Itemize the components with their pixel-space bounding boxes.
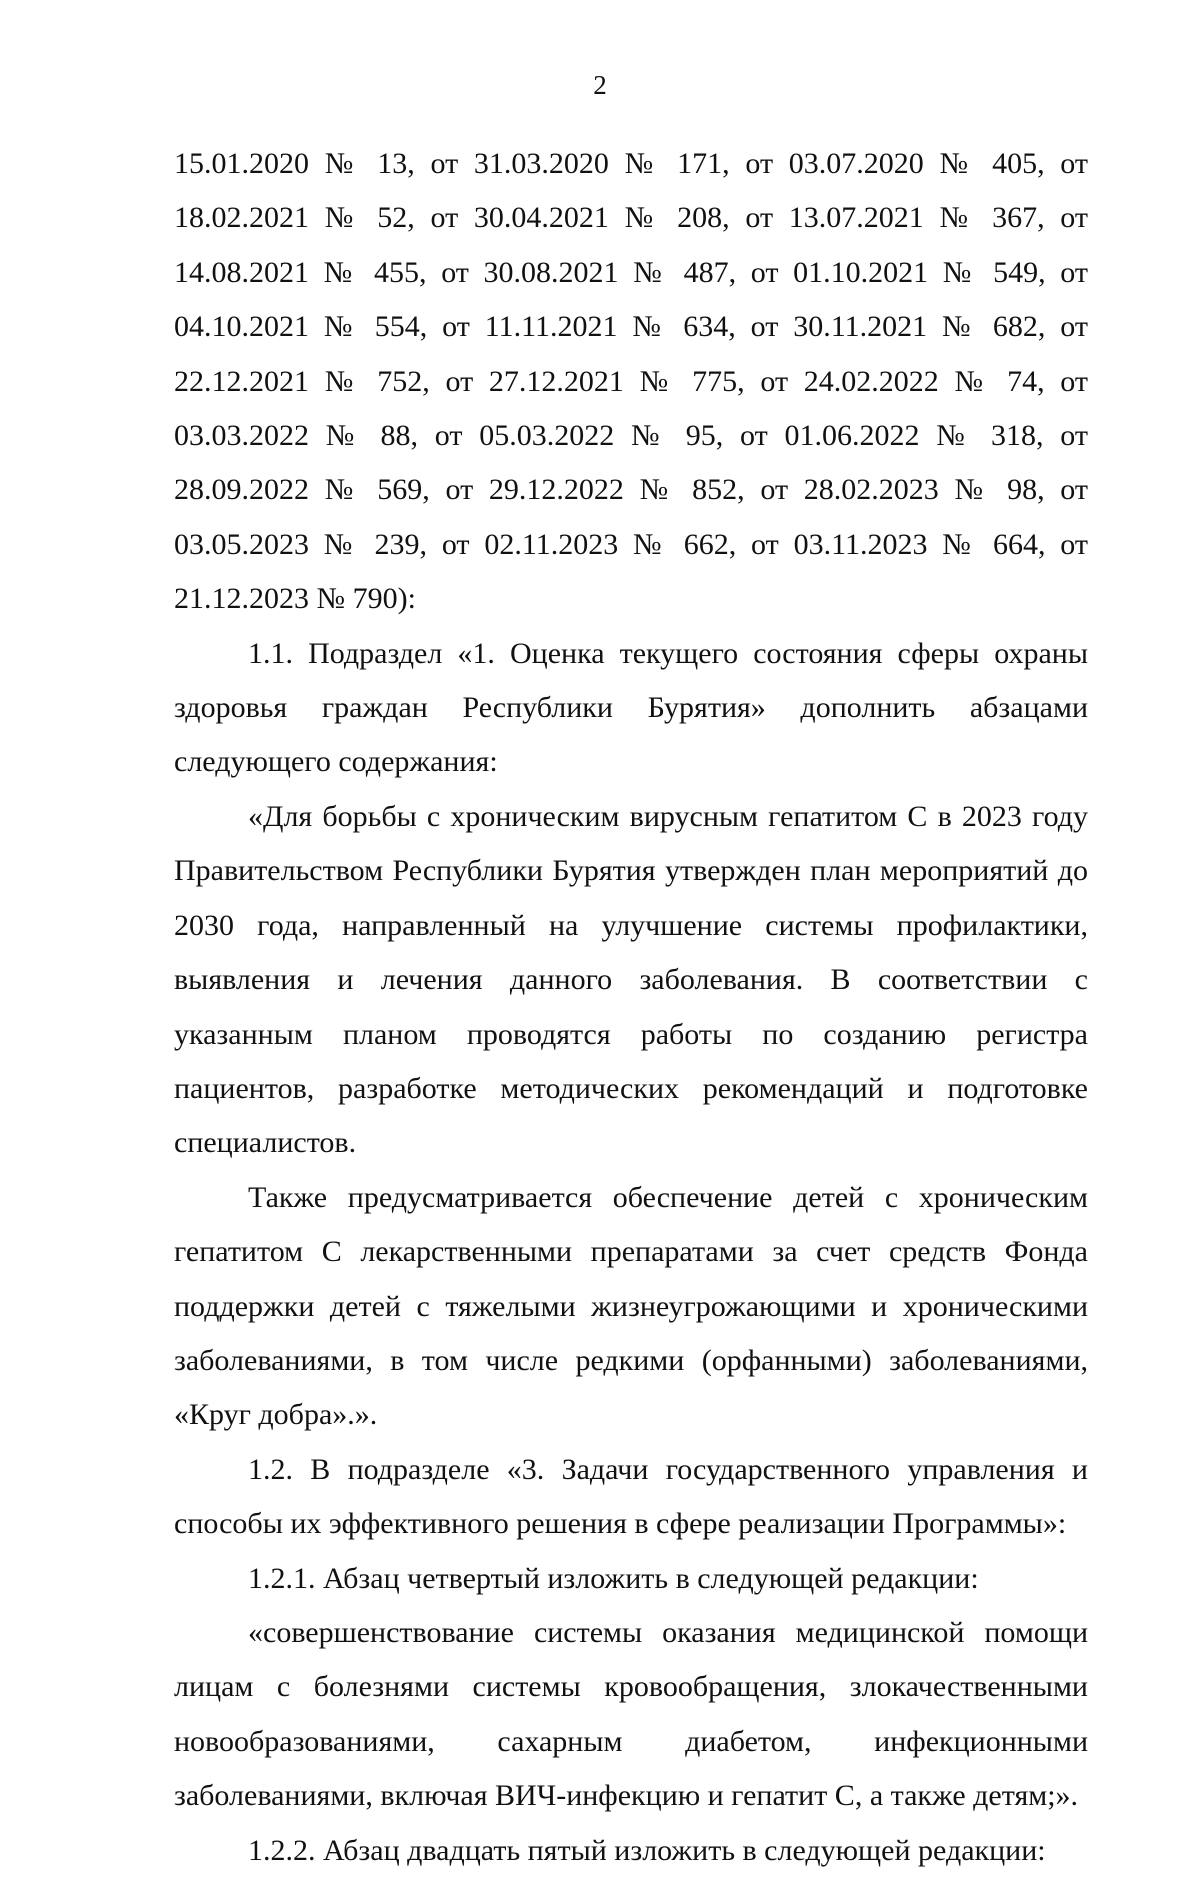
page-number: 2 xyxy=(593,70,607,100)
paragraph-children-support: Также предусматривается обеспечение детей с хроническим гепатитом С лекарственными препаратами за счет средств Фонда поддержки детей с тяжелыми жизнеугрожающими и хроническими заболеваниями, в том числе редкими (орфанными) заболеваниями, «Круг добра».». xyxy=(174,1180,1088,1432)
paragraph-amendments-list: 15.01.2020 № 13, от 31.03.2020 № 171, от 03.07.2020 № 405, от 18.02.2021 № 52, от 30.04.2021 № 208, от 13.07.2021 № 367, от 14.08.2021 № 455, от 30.08.2021 № 487, от 01.10.2021 № 549, от 04.10.2021 № 554, от 11.11.2021 № 634, от 30.11.2021 № 682, от 22.12.2021 № 752, от 27.12.2021 № 775, от 24.02.2022 № 74, от 03.03.2022 № 88, от 05.03.2022 № 95, от 01.06.2022 № 318, от 28.09.2022 № 569, от 29.12.2022 № 852, от 28.02.2023 № 98, от 03.05.2023 № 239, от 02.11.2023 № 662, от 03.11.2023 № 664, от 21.12.2023 № 790): xyxy=(174,147,1088,616)
paragraph-1-2-1: 1.2.1. Абзац четвертый изложить в следующей редакции: xyxy=(248,1561,979,1595)
paragraph-hepatitis-plan: «Для борьбы с хроническим вирусным гепатитом С в 2023 году Правительством Республики Бурятия утвержден план мероприятий до 2030 года, направленный на улучшение системы профилактики, выявления и лечения данного заболевания. В соответствии с указанным планом проводятся работы по созданию регистра пациентов, разработке методических рекомендаций и подготовке специалистов. xyxy=(174,799,1088,1160)
paragraph-medical-care: «совершенствование системы оказания медицинской помощи лицам с болезнями системы кровообращения, злокачественными новообразованиями, сахарным диабетом, инфекционными заболеваниями, включая ВИЧ-инфекцию и гепатит С, а также детям;». xyxy=(174,1615,1088,1813)
paragraph-1-2: 1.2. В подразделе «3. Задачи государственного управления и способы их эффективного решения в сфере реализации Программы»: xyxy=(174,1452,1088,1541)
paragraph-1-2-2: 1.2.2. Абзац двадцать пятый изложить в следующей редакции: xyxy=(248,1833,1046,1867)
document-body xyxy=(174,137,1088,1878)
paragraph-1-1: 1.1. Подраздел «1. Оценка текущего состояния сферы охраны здоровья граждан Республики Бурятия» дополнить абзацами следующего содержания: xyxy=(174,636,1088,779)
